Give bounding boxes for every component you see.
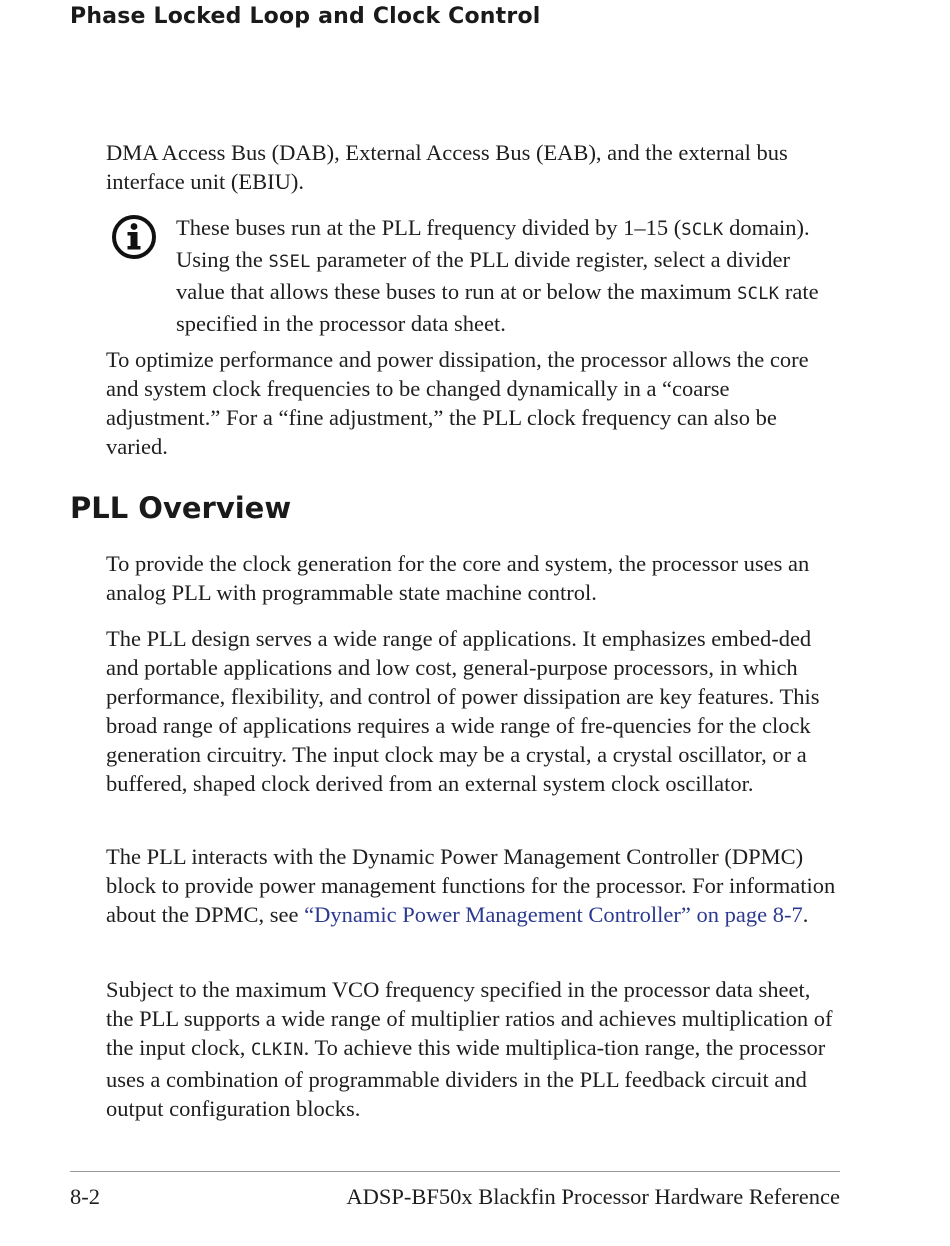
intro-paragraph: DMA Access Bus (DAB), External Access Bus (EAB), and the external bus interface unit (EBIU).	[106, 140, 788, 194]
note-paragraph	[176, 213, 836, 338]
vco-text-end: . To achieve this wide multiplica-tion range, the processor uses a combination of programmable dividers in the PLL feedback circuit and output configuration blocks.	[106, 1035, 826, 1121]
book-title: ADSP-BF50x Blackfin Processor Hardware Reference	[346, 1184, 840, 1209]
vco-text: Subject to the maximum VCO frequency specified in the processor data sheet, the PLL supports a wide range of multiplier ratios and achieves multiplication of the input clock,	[106, 977, 833, 1060]
note-text-part: domain). Using the	[176, 215, 810, 272]
note-text-part: rate specified in the processor data sheet.	[176, 279, 819, 336]
note-text-part: These buses run at the PLL frequency divided by 1–15 (	[176, 215, 682, 240]
code-sclk: SCLK	[737, 284, 780, 304]
dpmc-paragraph	[106, 842, 836, 929]
running-header: Phase Locked Loop and Clock Control	[70, 4, 541, 29]
optimize-paragraph: To optimize performance and power dissipation, the processor allows the core and system clock frequencies to be changed dynamically in a “coarse adjustment.” For a “fine adjustment,” the PLL clock frequency can also be varied.	[106, 347, 809, 459]
note-text-part: parameter of the PLL divide register, select a divider value that allows these buses to run at or below the maximum	[176, 247, 790, 304]
code-sclk: SCLK	[681, 220, 724, 240]
info-circle-icon	[110, 213, 158, 261]
page-number: 8-2	[70, 1184, 100, 1209]
vco-paragraph	[106, 975, 836, 1123]
pll-design-paragraph: The PLL design serves a wide range of applications. It emphasizes embed-ded and portable applications and low cost, general-purpose processors, in which performance, flexibility, and control of power dissipation are key features. This broad range of applications requires a wide range of fre-quencies for the clock generation circuitry. The input clock may be a crystal, a crystal oscillator, or a buffered, shaped clock derived from an external system clock oscillator.	[106, 626, 820, 796]
dpmc-text-end: .	[802, 902, 809, 927]
code-clkin: CLKIN	[250, 1040, 304, 1060]
footer-divider	[70, 1171, 840, 1172]
section-heading: PLL Overview	[70, 491, 292, 525]
clock-generation-paragraph: To provide the clock generation for the core and system, the processor uses an analog PLL with programmable state machine control.	[106, 551, 810, 605]
dpmc-cross-reference-link[interactable]: “Dynamic Power Management Controller” on page 8-7	[304, 902, 803, 927]
code-ssel: SSEL	[268, 252, 311, 272]
dpmc-text: The PLL interacts with the Dynamic Power Management Controller (DPMC) block to provide power management functions for the processor. For information about the DPMC, see	[106, 844, 836, 927]
